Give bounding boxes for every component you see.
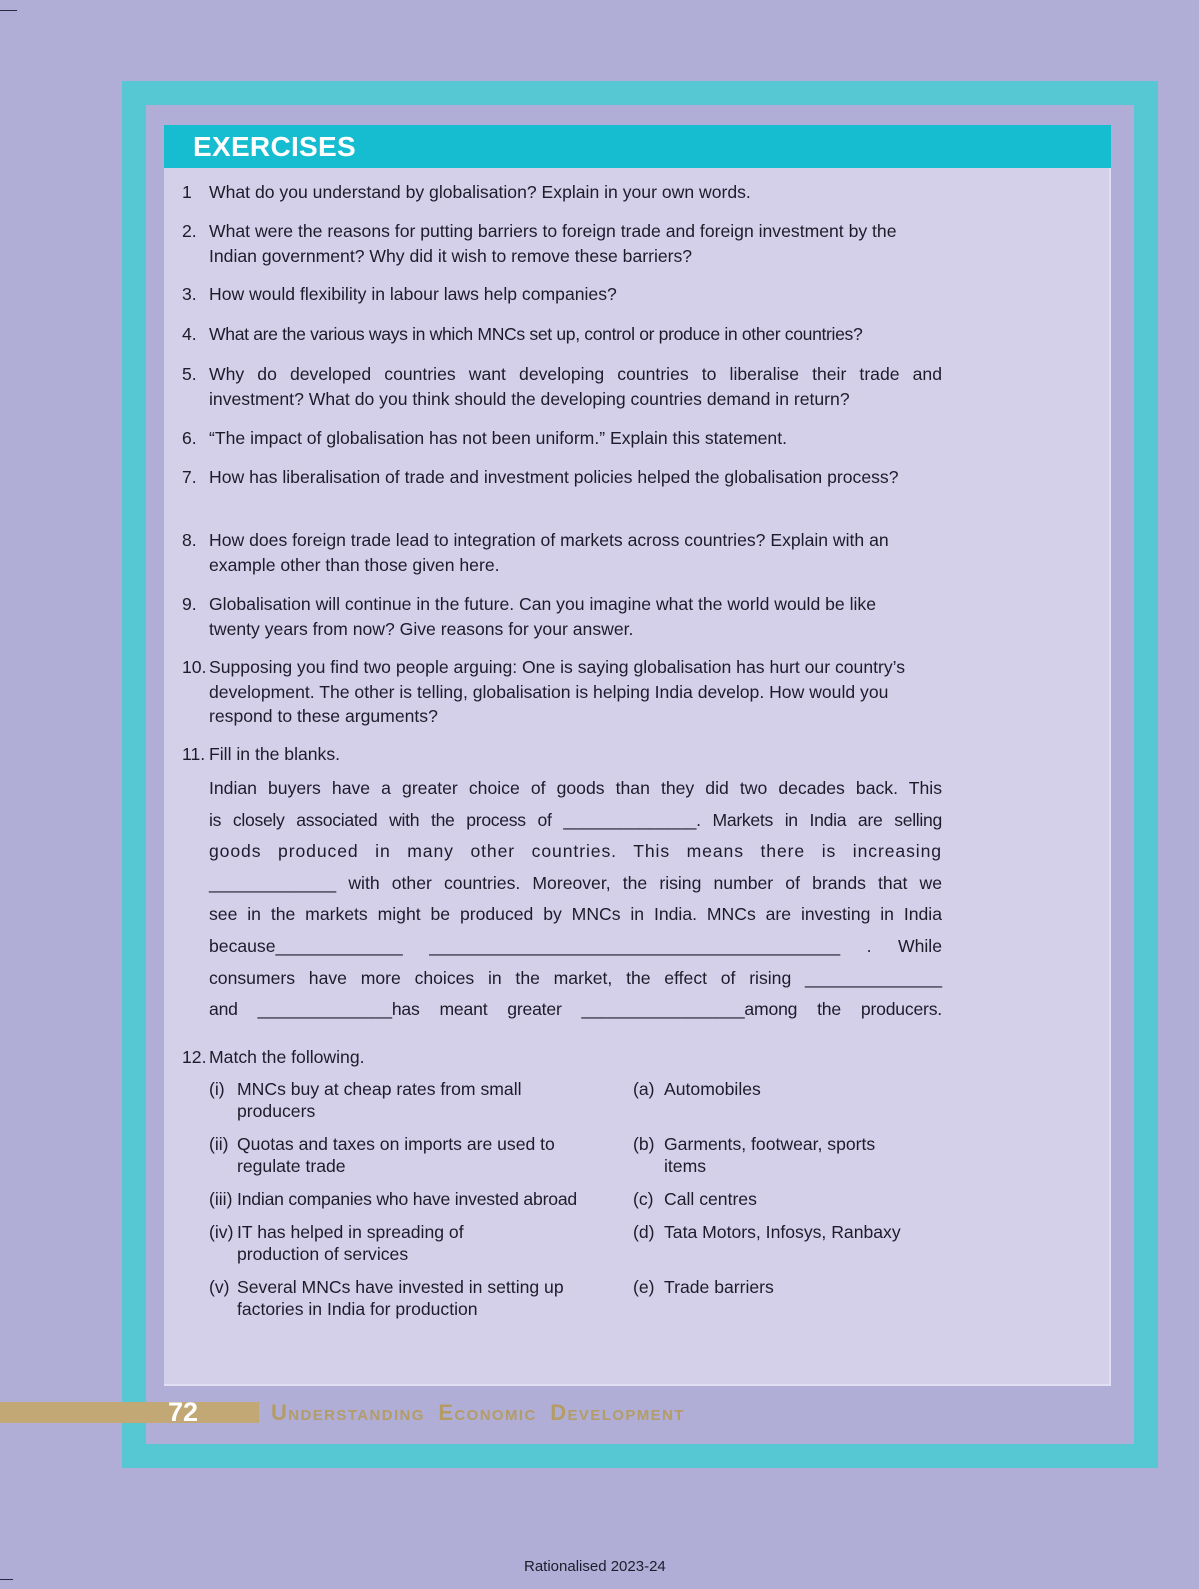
- book-title: Understanding Economic Development: [271, 1400, 685, 1425]
- match-right-item: [633, 1221, 943, 1243]
- question-number: 8.: [182, 530, 197, 550]
- question-number: 7.: [182, 467, 197, 487]
- question-6: [182, 426, 942, 451]
- question-10: [182, 655, 942, 729]
- question-text: What were the reasons for putting barriers to foreign trade and foreign investment by the Indian government? Why did it wish to remove these barriers?: [209, 221, 897, 266]
- match-left-item: [209, 1221, 619, 1265]
- match-left-label: (iv): [209, 1222, 234, 1242]
- question-text: How does foreign trade lead to integration of markets across countries? Explain with an example other than those given here.: [209, 530, 889, 575]
- match-left-text: Several MNCs have invested in setting up factories in India for production: [237, 1277, 564, 1319]
- match-right-item: [633, 1188, 943, 1210]
- page-number: 72: [168, 1397, 199, 1427]
- question-text: Supposing you find two people arguing: One is saying globalisation has hurt our country’s development. The other is telling, globalisation is helping India develop. How would you respond to these arguments?: [209, 657, 906, 726]
- question-8: [182, 528, 942, 577]
- match-right-item: [633, 1276, 943, 1298]
- question-4: [182, 322, 942, 347]
- question-11: [182, 742, 942, 767]
- question-9: [182, 592, 942, 641]
- crop-mark-bottom: [0, 1579, 13, 1580]
- match-right-label: (e): [633, 1277, 655, 1297]
- question-5: [182, 362, 942, 411]
- match-left-text: Quotas and taxes on imports are used to regulate trade: [237, 1134, 555, 1176]
- question-1: [182, 180, 942, 205]
- fill-line: see in the markets might be produced by MNCs in India. MNCs are investing in India: [209, 904, 942, 925]
- match-right-label: (d): [633, 1222, 655, 1242]
- fill-line: because_____________ __________________________________________ . While: [209, 935, 942, 956]
- match-left-item: [209, 1078, 619, 1122]
- question-text: Why do developed countries want developing countries to liberalise their trade and investment? What do you think should the developing countries demand in return?: [209, 364, 942, 409]
- question-text: Match the following.: [209, 1047, 365, 1067]
- question-text: What do you understand by globalisation? Explain in your own words.: [209, 182, 751, 202]
- fill-line: _____________ with other countries. Moreover, the rising number of brands that we: [209, 872, 942, 893]
- match-right-text: Tata Motors, Infosys, Ranbaxy: [664, 1222, 901, 1242]
- fill-line: is closely associated with the process of ______________. Markets in India are selling: [209, 809, 942, 830]
- question-number: 6.: [182, 428, 197, 448]
- question-text: How would flexibility in labour laws help companies?: [209, 284, 617, 304]
- question-number: 9.: [182, 594, 197, 614]
- match-left-text: Indian companies who have invested abroad: [237, 1189, 577, 1209]
- question-number: 3.: [182, 284, 197, 304]
- question-text: “The impact of globalisation has not been uniform.” Explain this statement.: [209, 428, 787, 448]
- question-number: 12.: [182, 1047, 207, 1067]
- question-2: [182, 219, 942, 268]
- question-text: Fill in the blanks.: [209, 744, 341, 764]
- question-number: 11.: [182, 744, 206, 764]
- match-left-text: IT has helped in spreading of production of services: [237, 1222, 464, 1264]
- match-left-label: (i): [209, 1079, 225, 1099]
- match-left-label: (iii): [209, 1189, 233, 1209]
- match-left-item: [209, 1133, 619, 1177]
- match-right-text: Trade barriers: [664, 1277, 774, 1297]
- question-text: Globalisation will continue in the future. Can you imagine what the world would be like twenty years from now? Give reasons for your answer.: [209, 594, 876, 639]
- question-number: 2.: [182, 221, 197, 241]
- match-right-label: (b): [633, 1134, 655, 1154]
- match-right-label: (c): [633, 1189, 654, 1209]
- match-right-text: Automobiles: [664, 1079, 761, 1099]
- fill-in-blanks-paragraph: [209, 772, 942, 1025]
- question-text: How has liberalisation of trade and investment policies helped the globalisation process?: [209, 467, 899, 487]
- match-left-item: [209, 1188, 619, 1210]
- fill-line: Indian buyers have a greater choice of goods than they did two decades back. This: [209, 778, 942, 798]
- match-left-text: MNCs buy at cheap rates from small producers: [237, 1079, 522, 1121]
- exercises-heading-band: [164, 125, 1111, 168]
- fill-line: consumers have more choices in the market, the effect of rising ______________: [209, 967, 942, 988]
- match-right-label: (a): [633, 1079, 655, 1099]
- footer-bar: [0, 1402, 259, 1423]
- question-number: 5.: [182, 364, 197, 384]
- question-number: 1: [182, 182, 192, 202]
- match-left-label: (v): [209, 1277, 230, 1297]
- question-12: [182, 1045, 942, 1070]
- match-right-item: [633, 1078, 943, 1100]
- exercises-panel: [164, 125, 1111, 1386]
- match-right-text: Garments, footwear, sports items: [664, 1134, 876, 1176]
- question-3: [182, 282, 942, 307]
- question-number: 10.: [182, 657, 207, 677]
- edition-note: Rationalised 2023-24: [524, 1558, 666, 1575]
- fill-line: goods produced in many other countries. This means there is increasing: [209, 841, 942, 862]
- match-right-item: [633, 1133, 943, 1177]
- exercises-heading: EXERCISES: [193, 131, 356, 162]
- match-left-item: [209, 1276, 619, 1320]
- question-text: What are the various ways in which MNCs set up, control or produce in other countries?: [209, 324, 863, 344]
- crop-mark-top: [0, 10, 17, 11]
- fill-line: and ______________has meant greater _________________among the producers.: [209, 999, 942, 1020]
- match-right-text: Call centres: [664, 1189, 757, 1209]
- question-7: [182, 465, 942, 490]
- match-left-label: (ii): [209, 1134, 229, 1154]
- question-number: 4.: [182, 324, 197, 344]
